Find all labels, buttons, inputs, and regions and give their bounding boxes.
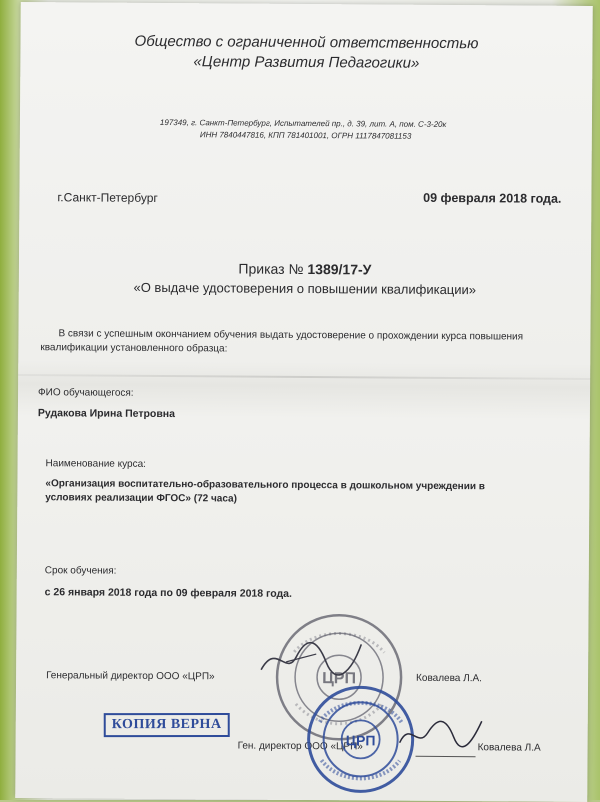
director-signature-2 bbox=[396, 713, 486, 759]
org-name-line1: Общество с ограниченной ответственностью bbox=[134, 32, 479, 53]
student-name: Рудакова Ирина Петровна bbox=[37, 407, 176, 421]
course-name-line1: «Организация воспитательно-образовательного процесса в дошкольном учреждении в bbox=[45, 478, 485, 493]
student-label: ФИО обучающегося: bbox=[38, 387, 134, 399]
org-requisites: ИНН 7840447816, КПП 781401001, ОГРН 1117847081153 bbox=[199, 130, 412, 141]
svg-text:ЦРП: ЦРП bbox=[345, 732, 376, 749]
org-address: 197349, г. Санкт-Петербург, Испытателей пр., д. 39, лит. А, пом. С-3-20к bbox=[159, 117, 447, 129]
svg-text:ЦРП: ЦРП bbox=[322, 670, 357, 688]
intro-line2: квалификации установленного образца: bbox=[40, 342, 228, 355]
paper-fold bbox=[18, 374, 590, 380]
order-title bbox=[19, 259, 591, 279]
order-prefix: Приказ № bbox=[238, 260, 304, 277]
org-name-line2: «Центр Развития Педагогики» bbox=[193, 53, 420, 72]
order-document bbox=[15, 2, 593, 802]
director-title-short: Ген. директор ООО «ЦРП» bbox=[237, 740, 363, 753]
term-value: с 26 января 2018 года по 09 февраля 2018 года. bbox=[44, 586, 292, 600]
certified-copy-stamp: КОПИЯ ВЕРНА bbox=[104, 713, 230, 737]
term-label: Срок обучения: bbox=[44, 565, 117, 577]
director-title: Генеральный директор ООО «ЦРП» bbox=[46, 670, 215, 683]
order-number: 1389/17-У bbox=[307, 261, 372, 278]
director-name: Ковалева Л.А. bbox=[416, 672, 482, 685]
director-name-2: Ковалева Л.А bbox=[477, 742, 541, 754]
course-label: Наименование курса: bbox=[45, 458, 146, 470]
order-date: 09 февраля 2018 года. bbox=[423, 190, 562, 206]
director-signature-1 bbox=[256, 632, 366, 688]
place: г.Санкт-Петербург bbox=[57, 190, 158, 205]
order-subject: «О выдаче удостоверения о повышении квалификации» bbox=[133, 279, 477, 298]
intro-line1: В связи с успешным окончанием обучения выдать удостоверение о прохождении курса повышения bbox=[58, 328, 524, 343]
course-name-line2: условиях реализации ФГОС» (72 часа) bbox=[45, 492, 237, 505]
